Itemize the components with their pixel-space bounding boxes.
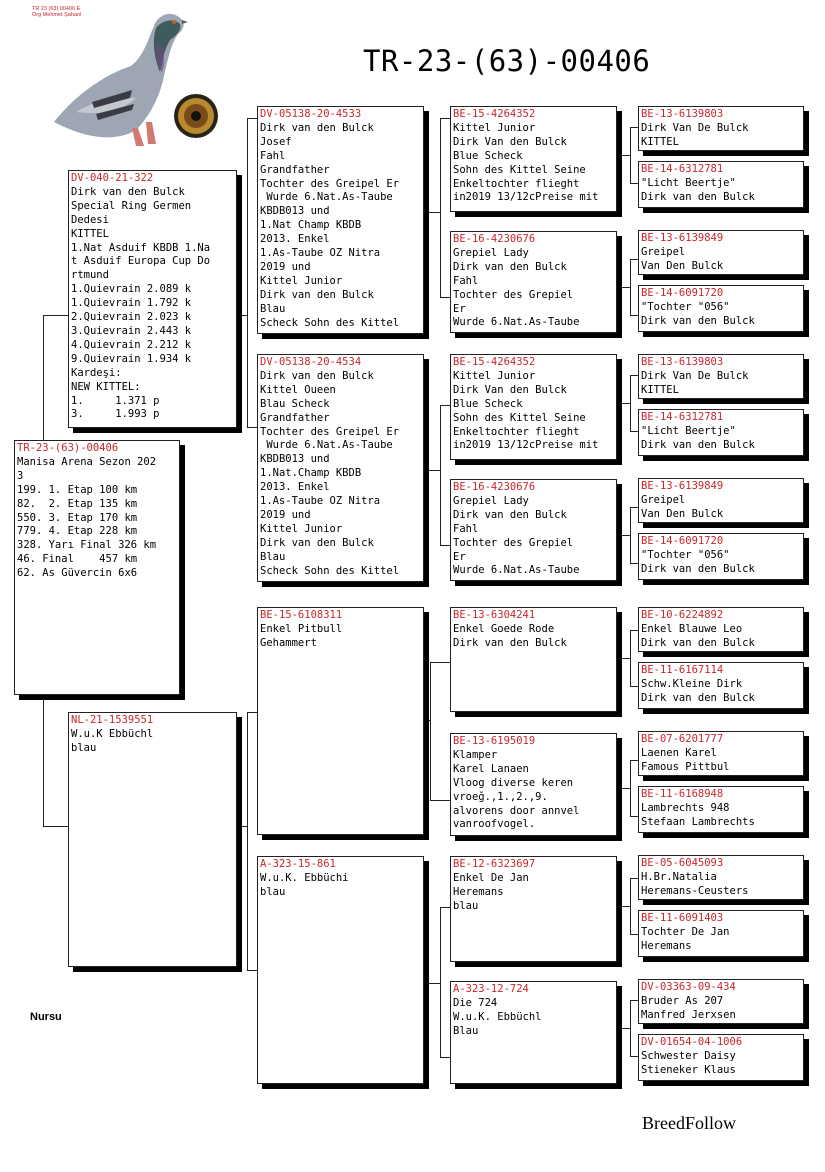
ring-number: BE-12-6323697 — [453, 858, 536, 870]
ring-number: NL-21-1539551 — [71, 714, 154, 726]
dam-box[interactable] — [68, 712, 237, 967]
subject-line: 328. Yarı Final 326 km — [17, 539, 157, 552]
gen4-line: Fahl — [453, 274, 479, 287]
ring-number: DV-01654-04-1006 — [641, 1036, 743, 1048]
gen5-line: Stefaan Lambrechts — [641, 815, 755, 828]
ring-number: BE-11-6168948 — [641, 788, 724, 800]
subject-line: 3 — [17, 469, 24, 482]
gen4-line: Dirk Van den Bulck — [453, 135, 567, 148]
sire-line: rtmund — [71, 269, 109, 282]
gen5-line: Heremans-Ceusters — [641, 884, 749, 897]
gen4-line: Karel Lanaen — [453, 762, 529, 775]
gen5-line: "Licht Beertje" — [641, 176, 736, 189]
subject-line: 199. 1. Etap 100 km — [17, 483, 138, 496]
ring-number: BE-15-6108311 — [260, 609, 343, 621]
gen3-line: KBDB013 und — [260, 205, 330, 218]
gen5-box[interactable] — [638, 979, 804, 1024]
gen3-line: Grandfather — [260, 163, 330, 176]
gen4-line: Dirk van den Bulck — [453, 260, 567, 273]
gen4-line: Wurde 6.Nat.As-Taube — [453, 316, 580, 329]
ring-number: DV-03363-09-434 — [641, 981, 736, 993]
gen4-line: vroeğ.,1.,2.,9. — [453, 790, 548, 803]
gen4-line: in2019 13/12cPreise mit — [453, 191, 599, 204]
gen3-line: 2019 und — [260, 508, 311, 521]
gen5-box[interactable] — [638, 786, 804, 833]
gen4-line: Sohn des Kittel Seine — [453, 411, 586, 424]
ring-number: BE-16-4230676 — [453, 233, 536, 245]
gen5-line: Heremans — [641, 939, 692, 952]
ring-number: BE-16-4230676 — [453, 481, 536, 493]
gen3-line: Fahl — [260, 149, 286, 162]
sire-line: 3.Quievrain 2.443 k — [71, 324, 192, 337]
sire-line: t Asduif Europa Cup Do — [71, 255, 211, 268]
gen5-line: Van Den Bulck — [641, 259, 724, 272]
gen3-line: KBDB013 und — [260, 453, 330, 466]
gen3-line: Dirk van den Bulck — [260, 369, 374, 382]
ring-number: BE-13-6195019 — [453, 735, 536, 747]
sire-line: Special Ring Germen — [71, 199, 192, 212]
gen4-box[interactable] — [450, 856, 617, 962]
gen5-line: Dirk van den Bulck — [641, 438, 755, 451]
gen3-line: 2013. Enkel — [260, 481, 330, 494]
ring-number: BE-15-4264352 — [453, 356, 536, 368]
gen5-box[interactable] — [638, 161, 804, 208]
ring-number: A-323-12-724 — [453, 983, 529, 995]
gen4-box[interactable] — [450, 733, 617, 836]
ring-number: TR-23-(63)-00406 — [17, 442, 119, 454]
gen4-line: Enkeltochter flieght — [453, 425, 580, 438]
gen3-line: Grandfather — [260, 411, 330, 424]
gen5-line: Van Den Bulck — [641, 507, 724, 520]
gen5-box[interactable] — [638, 409, 804, 456]
ring-number: BE-13-6304241 — [453, 609, 536, 621]
gen4-line: Grepiel Lady — [453, 494, 529, 507]
gen4-line: Die 724 — [453, 996, 498, 1009]
ring-number: BE-10-6224892 — [641, 609, 724, 621]
gen3-box[interactable] — [257, 106, 424, 334]
gen5-line: Schw.Kleine Dirk — [641, 677, 743, 690]
gen3-line: Enkel Pitbull — [260, 622, 343, 635]
gen3-line: Blau — [260, 550, 286, 563]
gen5-line: Dirk van den Bulck — [641, 562, 755, 575]
gen4-line: Kittel Junior — [453, 121, 536, 134]
gen4-line: Tochter des Grepiel — [453, 288, 574, 301]
gen4-line: Dirk van den Bulck — [453, 508, 567, 521]
nursu-label: Nursu — [30, 1011, 62, 1023]
pigeon-photo — [36, 4, 226, 154]
sire-line: Dedesi — [71, 213, 109, 226]
gen3-line: Josef — [260, 135, 292, 148]
ring-number: DV-040-21-322 — [71, 172, 154, 184]
gen5-line: Dirk Van De Bulck — [641, 121, 749, 134]
sire-line: Dirk van den Bulck — [71, 185, 185, 198]
page-title: TR-23-(63)-00406 — [363, 44, 651, 78]
sire-line: 1.Quievrain 2.089 k — [71, 283, 192, 296]
gen5-line: "Tochter "056" — [641, 548, 730, 561]
gen3-line: 2013. Enkel — [260, 233, 330, 246]
gen5-box[interactable] — [638, 910, 804, 957]
gen4-line: Dirk van den Bulck — [453, 636, 567, 649]
gen5-line: Dirk van den Bulck — [641, 190, 755, 203]
gen3-line: 2019 und — [260, 260, 311, 273]
subject-line: Manisa Arena Sezon 202 — [17, 455, 157, 468]
gen5-line: Dirk van den Bulck — [641, 691, 755, 704]
ring-number: BE-14-6312781 — [641, 411, 724, 423]
brand-label: BreedFollow — [642, 1113, 736, 1133]
ring-number: BE-13-6139849 — [641, 232, 724, 244]
gen5-box[interactable] — [638, 607, 804, 652]
subject-line: 62. As Güvercin 6x6 — [17, 567, 138, 580]
subject-line: 46. Final 457 km — [17, 553, 138, 566]
gen4-line: Heremans — [453, 885, 504, 898]
gen4-box[interactable] — [450, 231, 617, 333]
gen4-line: Grepiel Lady — [453, 246, 529, 259]
ring-number: A-323-15-861 — [260, 858, 336, 870]
gen4-line: Enkel Goede Rode — [453, 622, 555, 635]
gen3-line: Blau — [260, 302, 286, 315]
gen4-line: Blue Scheck — [453, 397, 523, 410]
gen5-line: Dirk van den Bulck — [641, 636, 755, 649]
gen4-line: Er — [453, 302, 466, 315]
gen4-line: Blau — [453, 1024, 479, 1037]
gen5-line: "Licht Beertje" — [641, 424, 736, 437]
gen4-line: in2019 13/12cPreise mit — [453, 439, 599, 452]
gen5-box[interactable] — [638, 478, 804, 523]
gen3-line: Dirk van den Bulck — [260, 288, 374, 301]
gen5-line: "Tochter "056" — [641, 300, 730, 313]
ring-number: BE-14-6312781 — [641, 163, 724, 175]
gen5-box[interactable] — [638, 533, 804, 580]
ring-number: BE-13-6139849 — [641, 480, 724, 492]
sire-line: 9.Quievrain 1.934 k — [71, 352, 192, 365]
ring-number: BE-15-4264352 — [453, 108, 536, 120]
sire-line: 1. 1.371 p — [71, 394, 160, 407]
gen4-line: alvorens door annvel — [453, 804, 580, 817]
gen3-line: blau — [260, 885, 286, 898]
gen4-box[interactable] — [450, 607, 617, 712]
ring-number: BE-11-6167114 — [641, 664, 724, 676]
gen3-line: Dirk van den Bulck — [260, 121, 374, 134]
gen3-line: Gehammert — [260, 636, 317, 649]
dam-line: blau — [71, 741, 97, 754]
gen3-box[interactable] — [257, 856, 424, 1084]
gen3-line: W.u.K. Ebbüchi — [260, 871, 349, 884]
gen3-line: Kittel Junior — [260, 274, 343, 287]
gen3-line: Tochter des Greipel Er — [260, 177, 400, 190]
sire-line: Kardeşi: — [71, 366, 122, 379]
gen4-line: Er — [453, 550, 466, 563]
gen4-line: Enkel De Jan — [453, 871, 529, 884]
gen3-line: Wurde 6.Nat.As-Taube — [260, 439, 393, 452]
gen3-line: 1.As-Taube OZ Nitra — [260, 495, 381, 508]
gen3-box[interactable] — [257, 354, 424, 582]
gen3-line: Blau Scheck — [260, 397, 330, 410]
gen3-line: 1.As-Taube OZ Nitra — [260, 247, 381, 260]
sire-line: 1.Quievrain 1.792 k — [71, 297, 192, 310]
gen3-line: 1.Nat.Champ KBDB — [260, 467, 362, 480]
gen5-line: Tochter De Jan — [641, 925, 730, 938]
gen4-box[interactable] — [450, 354, 617, 460]
gen4-line: Kittel Junior — [453, 369, 536, 382]
sire-line: KITTEL — [71, 227, 109, 240]
ring-number: BE-11-6091403 — [641, 912, 724, 924]
ring-number: BE-13-6139803 — [641, 108, 724, 120]
gen3-line: Tochter des Greipel Er — [260, 425, 400, 438]
gen4-line: Fahl — [453, 522, 479, 535]
gen5-line: Manfred Jerxsen — [641, 1008, 736, 1021]
gen4-line: Dirk Van den Bulck — [453, 383, 567, 396]
ring-number: BE-07-6201777 — [641, 733, 724, 745]
gen5-line: Schwester Daisy — [641, 1049, 736, 1062]
gen3-box[interactable] — [257, 607, 424, 835]
gen4-box[interactable] — [450, 479, 617, 581]
gen4-line: blau — [453, 899, 479, 912]
sire-line: 4.Quievrain 2.212 k — [71, 338, 192, 351]
sire-line: 3. 1.993 p — [71, 408, 160, 421]
gen3-line: Kittel Junior — [260, 522, 343, 535]
gen4-line: Sohn des Kittel Seine — [453, 163, 586, 176]
gen4-box[interactable] — [450, 981, 617, 1084]
gen4-line: Tochter des Grepiel — [453, 536, 574, 549]
gen5-box[interactable] — [638, 285, 804, 332]
gen5-line: Dirk van den Bulck — [641, 314, 755, 327]
ring-number: BE-05-6045093 — [641, 857, 724, 869]
subject-line: 550. 3. Etap 170 km — [17, 511, 138, 524]
gen5-line: KITTEL — [641, 135, 679, 148]
gen4-box[interactable] — [450, 106, 617, 212]
gen3-line: Wurde 6.Nat.As-Taube — [260, 191, 393, 204]
ring-number: DV-05138-20-4533 — [260, 108, 362, 120]
ring-number: BE-14-6091720 — [641, 535, 724, 547]
gen5-line: Stieneker Klaus — [641, 1063, 736, 1076]
gen4-line: W.u.K. Ebbüchl — [453, 1010, 542, 1023]
sire-line: 1.Nat Asduif KBDB 1.Na — [71, 241, 211, 254]
gen5-line: KITTEL — [641, 383, 679, 396]
gen5-line: H.Br.Natalia — [641, 870, 717, 883]
gen4-line: Klamper — [453, 748, 498, 761]
gen3-line: Scheck Sohn des Kittel — [260, 564, 400, 577]
subject-line: 82. 2. Etap 135 km — [17, 497, 138, 510]
gen4-line: Vloog diverse keren — [453, 776, 574, 789]
ring-number: DV-05138-20-4534 — [260, 356, 362, 368]
subject-line: 779. 4. Etap 228 km — [17, 525, 138, 538]
sire-box[interactable] — [68, 170, 237, 428]
gen4-line: Enkeltochter flieght — [453, 177, 580, 190]
gen3-line: Kittel Oueen — [260, 383, 336, 396]
gen5-box[interactable] — [638, 855, 804, 900]
sire-line: NEW KITTEL: — [71, 380, 141, 393]
gen4-line: Wurde 6.Nat.As-Taube — [453, 564, 580, 577]
gen5-line: Enkel Blauwe Leo — [641, 622, 743, 635]
gen4-line: vanroofvogel. — [453, 818, 536, 831]
gen5-box[interactable] — [638, 106, 804, 151]
gen3-line: Dirk van den Bulck — [260, 536, 374, 549]
gen4-line: Blue Scheck — [453, 149, 523, 162]
gen5-line: Lambrechts 948 — [641, 801, 730, 814]
gen3-line: Scheck Sohn des Kittel — [260, 316, 400, 329]
gen5-line: Greipel — [641, 493, 686, 506]
sire-line: 2.Quievrain 2.023 k — [71, 311, 192, 324]
gen5-line: Bruder As 207 — [641, 994, 724, 1007]
ring-number: BE-13-6139803 — [641, 356, 724, 368]
ring-number: BE-14-6091720 — [641, 287, 724, 299]
gen3-line: 1.Nat Champ KBDB — [260, 219, 362, 232]
gen5-line: Dirk Van De Bulck — [641, 369, 749, 382]
gen5-box[interactable] — [638, 662, 804, 709]
gen5-box[interactable] — [638, 230, 804, 275]
gen5-box[interactable] — [638, 354, 804, 399]
subject-box[interactable] — [14, 440, 180, 695]
gen5-line: Laenen Karel — [641, 746, 717, 759]
gen5-box[interactable] — [638, 731, 804, 776]
owner-info-line: TR 23 (63) 00406 E — [32, 6, 81, 12]
gen5-box[interactable] — [638, 1034, 804, 1081]
dam-line: W.u.K Ebbüchl — [71, 727, 154, 740]
gen5-line: Famous Pittbul — [641, 760, 730, 773]
owner-info-line: Org Mehmet Şahanl — [32, 12, 82, 18]
gen5-line: Greipel — [641, 245, 686, 258]
